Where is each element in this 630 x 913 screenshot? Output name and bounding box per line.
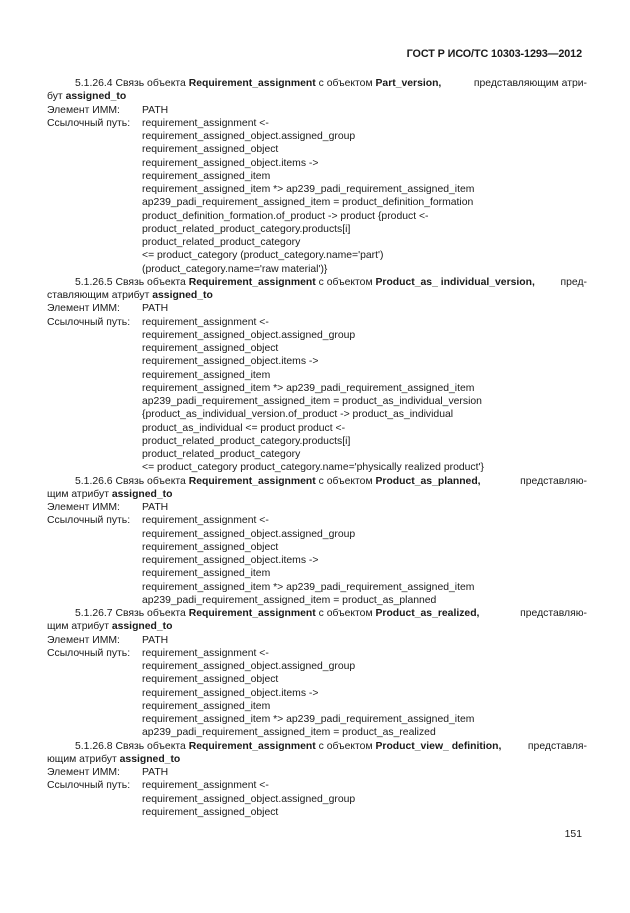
path-line: requirement_assigned_object [142, 343, 279, 354]
section-connector: с объектом [318, 608, 373, 619]
entity-name: Requirement_assignment [188, 276, 316, 288]
attribute-lead: ставляющим атрибут [47, 290, 150, 301]
element-row [47, 302, 587, 315]
path-line: ap239_padi_requirement_assigned_item = product_as_realized [142, 727, 436, 739]
requirement-section [47, 740, 587, 820]
path-line: (product_category.name='raw material')} [142, 263, 328, 275]
reference-path-row [47, 117, 587, 276]
section-intro: Связь объекта [115, 276, 186, 288]
section-intro: Связь объекта [115, 740, 186, 752]
element-row [47, 634, 587, 647]
section-intro: Связь объекта [115, 78, 186, 89]
section-number: 5.1.26.4 [75, 78, 113, 89]
attribute-name: assigned_to [152, 290, 213, 301]
entity-name: Requirement_assignment [188, 608, 316, 619]
path-line: requirement_assigned_object.assigned_group [142, 329, 356, 341]
path-line: requirement_assigned_item [142, 568, 271, 580]
element-label: Элемент ИММ: [47, 767, 120, 778]
attribute-name: assigned_to [111, 621, 173, 633]
path-line: {product_as_individual_version.of_product -> product_as_individual [142, 409, 454, 421]
section-number: 5.1.26.6 [75, 475, 113, 487]
section-heading-continuation [47, 620, 587, 633]
path-line: requirement_assigned_object [142, 541, 279, 553]
path-line: requirement_assigned_item [142, 369, 271, 381]
reference-path-row [47, 514, 587, 607]
path-line: requirement_assigned_item [142, 170, 271, 182]
entity-name: Requirement_assignment [188, 78, 316, 89]
section-intro: Связь объекта [115, 475, 186, 487]
reference-path [142, 779, 355, 819]
path-line: product_definition_formation.of_product -> product {product <- [142, 210, 429, 222]
path-line: requirement_assigned_item [142, 700, 271, 712]
path-line: ap239_padi_requirement_assigned_item = product_as_individual_version [142, 396, 482, 407]
path-line: requirement_assigned_object.items -> [142, 356, 319, 368]
attribute-lead: бут [47, 91, 63, 103]
attribute-name: assigned_to [111, 488, 173, 500]
path-line: requirement_assigned_object.items -> [142, 687, 319, 699]
section-heading-text [75, 77, 441, 90]
section-connector: с объектом [318, 78, 373, 89]
target-entity-name: Product_as_realized, [375, 608, 480, 619]
target-entity-name: Product_view_ definition, [375, 740, 502, 752]
path-line: requirement_assignment <- [142, 780, 269, 792]
element-value: PATH [142, 767, 169, 778]
path-line: requirement_assigned_object.items -> [142, 157, 319, 169]
path-line: requirement_assignment <- [142, 316, 269, 328]
reference-path-row [47, 316, 587, 475]
reference-path [142, 117, 474, 276]
element-row [47, 766, 587, 779]
section-connector: с объектом [318, 740, 373, 752]
element-row [47, 104, 587, 117]
entity-name: Requirement_assignment [188, 475, 316, 487]
path-line: requirement_assigned_object.items -> [142, 555, 319, 566]
attribute-lead: ющим атрибут [47, 753, 117, 765]
section-heading-tail: пред- [560, 276, 587, 288]
section-heading-line [47, 740, 587, 753]
path-line: requirement_assigned_item *> ap239_padi_requirement_assigned_item [142, 382, 475, 394]
section-heading-continuation [47, 289, 587, 302]
element-row [47, 501, 587, 514]
section-heading-tail: представляющим атри- [473, 78, 587, 89]
requirement-section [47, 607, 587, 740]
section-heading-text [75, 740, 501, 753]
element-value: PATH [142, 502, 169, 513]
section-intro: Связь объекта [115, 608, 186, 619]
element-value: PATH [142, 104, 169, 116]
path-line: <= product_category product_category.name='physically realized product'} [142, 462, 484, 474]
path-line: requirement_assigned_object [142, 806, 279, 818]
path-line: ap239_padi_requirement_assigned_item = product_as_planned [142, 594, 437, 606]
section-heading-continuation [47, 488, 587, 501]
reference-path-label: Ссылочный путь: [47, 647, 131, 659]
element-label: Элемент ИММ: [47, 303, 120, 315]
path-line: requirement_assignment <- [142, 117, 269, 129]
path-line: product_related_product_category [142, 449, 301, 460]
section-heading-text [75, 475, 481, 488]
target-entity-name: Product_as_planned, [375, 475, 481, 487]
path-line: product_related_product_category.products[i] [142, 435, 351, 447]
section-connector: с объектом [318, 276, 373, 288]
section-heading-continuation [47, 753, 587, 766]
path-line: requirement_assigned_item *> ap239_padi_requirement_assigned_item [142, 184, 475, 195]
reference-path [142, 316, 484, 475]
reference-path-row [47, 779, 587, 819]
reference-path-label: Ссылочный путь: [47, 117, 131, 129]
path-line: product_as_individual <= product product <- [142, 422, 346, 434]
path-line: ap239_padi_requirement_assigned_item = product_definition_formation [142, 197, 474, 209]
reference-path-label: Ссылочный путь: [47, 780, 131, 792]
reference-path-row [47, 647, 587, 740]
path-line: product_related_product_category.products[i] [142, 223, 351, 235]
document-header: ГОСТ Р ИСО/ТС 10303-1293—2012 [406, 48, 582, 60]
reference-path-label: Ссылочный путь: [47, 515, 131, 527]
attribute-lead: щим атрибут [47, 621, 109, 633]
element-label: Элемент ИММ: [47, 634, 120, 646]
path-line: requirement_assigned_object [142, 144, 279, 156]
path-line: requirement_assignment <- [142, 647, 269, 659]
element-value: PATH [142, 634, 169, 646]
attribute-name: assigned_to [65, 91, 127, 103]
path-line: requirement_assigned_object.assigned_group [142, 793, 356, 805]
path-line: product_related_product_category [142, 237, 301, 248]
section-number: 5.1.26.7 [75, 608, 113, 619]
section-heading-line [47, 77, 587, 90]
section-number: 5.1.26.5 [75, 276, 113, 288]
section-connector: с объектом [318, 475, 373, 487]
path-line: requirement_assigned_object.assigned_group [142, 131, 356, 142]
attribute-name: assigned_to [119, 753, 181, 765]
section-number: 5.1.26.8 [75, 740, 113, 752]
path-line: requirement_assigned_item *> ap239_padi_requirement_assigned_item [142, 714, 475, 725]
target-entity-name: Part_version, [375, 78, 442, 89]
section-heading-line [47, 607, 587, 620]
section-heading-text [75, 607, 479, 620]
attribute-lead: щим атрибут [47, 488, 109, 500]
path-line: requirement_assignment <- [142, 515, 269, 527]
reference-path [142, 514, 474, 607]
section-heading-tail: представля- [527, 740, 587, 752]
section-heading-tail: представляю- [520, 475, 587, 487]
path-line: <= product_category (product_category.name='part') [142, 250, 384, 262]
element-label: Элемент ИММ: [47, 502, 120, 513]
path-line: requirement_assigned_object.assigned_group [142, 528, 356, 540]
element-value: PATH [142, 303, 169, 315]
path-line: requirement_assigned_item *> ap239_padi_requirement_assigned_item [142, 581, 475, 593]
requirement-section [47, 475, 587, 608]
section-heading-tail: представляю- [520, 608, 587, 619]
reference-path [142, 647, 474, 740]
section-heading-text [75, 276, 535, 289]
element-label: Элемент ИММ: [47, 104, 120, 116]
document-body [47, 77, 587, 819]
section-heading-line [47, 475, 587, 488]
path-line: requirement_assigned_object.assigned_group [142, 661, 356, 672]
path-line: requirement_assigned_object [142, 674, 279, 686]
entity-name: Requirement_assignment [188, 740, 316, 752]
requirement-section [47, 77, 587, 276]
page-number: 151 [564, 829, 582, 840]
section-heading-line [47, 276, 587, 289]
section-heading-continuation [47, 90, 587, 103]
target-entity-name: Product_as_ individual_version, [375, 276, 535, 288]
reference-path-label: Ссылочный путь: [47, 316, 131, 328]
requirement-section [47, 276, 587, 475]
